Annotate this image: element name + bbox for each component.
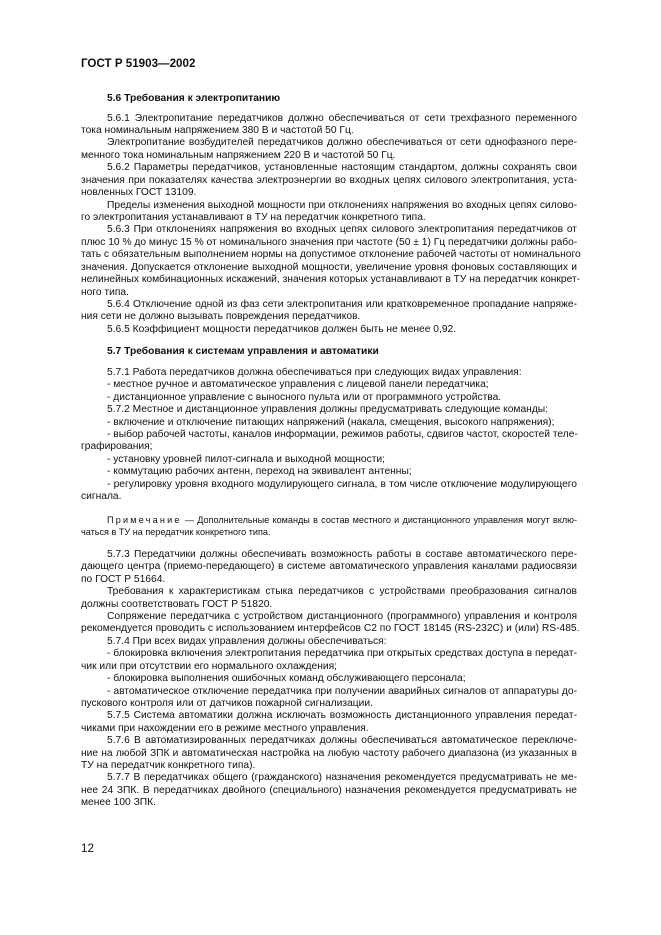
standard-designation: ГОСТ Р 51903—2002 — [81, 57, 196, 70]
text-line: - установку уровней пилот-сигнала и выходной мощности; — [107, 454, 386, 465]
text-line: 5.7.1 Работа передатчиков должна обеспечиваться при следующих видах управления: — [107, 367, 522, 378]
text-line: тока номинальным напряжением 380 В и частотой 50 Гц. — [81, 125, 354, 136]
text-line: значения при показателях качества электроэнергии во входных цепях силового электропитания, уста- — [81, 175, 577, 186]
text-line: значения. Допускается отклонение выходной мощности, увеличение уровня фоновых составляющих и — [81, 262, 577, 273]
text-line: 5.6.1 Электропитание передатчиков должно обеспечиваться от сети трехфазного переменного — [107, 113, 577, 124]
text-line: должны соответствовать ГОСТ Р 51820. — [81, 599, 273, 610]
note-text: — Дополнительные команды в состав местного и дистанционного управления могут вклю- — [181, 515, 577, 525]
text-line: Пределы изменения выходной мощности при отклонениях напряжения во входных цепях силово- — [107, 200, 577, 211]
text-line: ТУ на передатчик конкретного типа). — [81, 760, 256, 771]
text-line: 5.7.2 Местное и дистанционное управления должны предусматривать следующие команды: — [107, 404, 549, 415]
text-line: нелинейных комбинационных искажений, значения которых устанавливают в ТУ на передатчик конкрет- — [81, 274, 581, 285]
text-line: менного тока номинальным напряжением 220 В и частотой 50 Гц. — [81, 150, 396, 161]
text-line: чик или при отсутствии его нормального охлаждения; — [81, 661, 337, 672]
text-line: - регулировку уровня входного модулирующего сигнала, в том числе отключение модулирующего — [107, 479, 577, 490]
section-heading: 5.6 Требования к электропитанию — [107, 93, 281, 104]
text-line: Сопряжение передатчика с устройством дистанционного (программного) управления и контроля — [107, 611, 577, 622]
text-line: 5.6.2 Параметры передатчиков, установленные настоящим стандартом, должны сохранять свои — [107, 162, 577, 173]
text-line: - коммутацию рабочих антенн, переход на эквивалент антенны; — [107, 466, 412, 477]
section-heading: 5.7 Требования к системам управления и автоматики — [107, 346, 379, 357]
text-line: - автоматическое отключение передатчика при получении аварийных сигналов от аппаратуры до- — [107, 686, 577, 697]
text-line: рекомендуется проводить с использованием интерфейсов С2 по ГОСТ 18145 (RS-232C) и (или) RS-485. — [81, 623, 580, 634]
text-line: пускового контроля или от датчиков пожарной сигнализации. — [81, 698, 373, 709]
text-line: го электропитания устанавливают в ТУ на передатчик конкретного типа. — [81, 212, 426, 223]
text-line: - блокировка включения электропитания передатчика при открытых средствах доступа в передат- — [107, 648, 577, 659]
text-line: 5.7.3 Передатчики должны обеспечивать возможность работы в составе автоматического пере- — [107, 549, 577, 560]
text-line: графирования; — [81, 441, 153, 452]
text-line: - местное ручное и автоматическое управления с лицевой панели передатчика; — [107, 379, 489, 390]
text-line: - выбор рабочей частоты, каналов информации, режимов работы, сдвигов частот, скоростей теле- — [107, 429, 578, 440]
text-line: 5.6.4 Отключение одной из фаз сети электропитания или кратковременное пропадание напряже- — [107, 299, 577, 310]
text-line: 5.7.4 При всех видах управления должны обеспечиваться: — [107, 636, 387, 647]
text-line: 5.7.7 В передатчиках общего (гражданского) назначения рекомендуется предусматривать не ме- — [107, 772, 577, 783]
note-label: Примечание — [107, 515, 182, 525]
page-number: 12 — [81, 842, 94, 855]
text-line: - дистанционное управление с выносного пульта или от программного устройства. — [107, 392, 502, 403]
text-line: плюс 10 % до минус 15 % от номинального значения при частоте (50 ± 1) Гц передатчики должны рабо- — [81, 237, 578, 248]
text-line: Требования к характеристикам стыка передатчиков с устройствами преобразования сигналов — [107, 586, 577, 597]
text-line: 5.7.5 Система автоматики должна исключать возможность дистанционного управления передат- — [107, 710, 577, 721]
text-line: дающего центра (приемо-передающего) в системе автоматического управления каналами радиосвязи — [81, 561, 577, 572]
text-line: Электропитание возбудителей передатчиков должно обеспечиваться от сети однофазного пере- — [107, 137, 577, 148]
text-line: ние на любой ЗПК и автоматическая настройка на любую частоту рабочего диапазона (из указанных в — [81, 748, 577, 759]
text-line: - блокировка выполнения ошибочных команд обслуживающего персонала; — [107, 673, 466, 684]
text-line: 5.6.3 При отклонениях напряжения во входных цепях силового электропитания передатчиков от — [107, 224, 577, 235]
text-line: - включение и отключение питающих напряжений (накала, смещения, высокого напряжения); — [107, 417, 555, 428]
text-line: ния сети не должно вызывать повреждения передатчиков. — [81, 311, 361, 322]
text-line: чиками при нахождении его в режиме местного управления. — [81, 723, 369, 734]
note-line: чаться в ТУ на передатчик конкретного типа. — [81, 527, 271, 537]
text-line: ного типа. — [81, 287, 129, 298]
text-line: новленных ГОСТ 13109. — [81, 187, 197, 198]
text-line: сигнала. — [81, 491, 122, 502]
text-line: по ГОСТ Р 51664. — [81, 574, 166, 585]
text-line: 5.6.5 Коэффициент мощности передатчиков должен быть не менее 0,92. — [107, 324, 457, 335]
text-line: нее 24 ЗПК. В передатчиках двойного (специального) назначения рекомендуется предусматривать не — [81, 785, 577, 796]
text-line: менее 100 ЗПК. — [81, 797, 156, 808]
text-line: 5.7.6 В автоматизированных передатчиках должны обеспечиваться автоматическое переключе- — [107, 735, 577, 746]
text-line: тать с обязательным выполнением нормы на допустимое отклонение рабочей частоты от номинального — [81, 249, 581, 260]
